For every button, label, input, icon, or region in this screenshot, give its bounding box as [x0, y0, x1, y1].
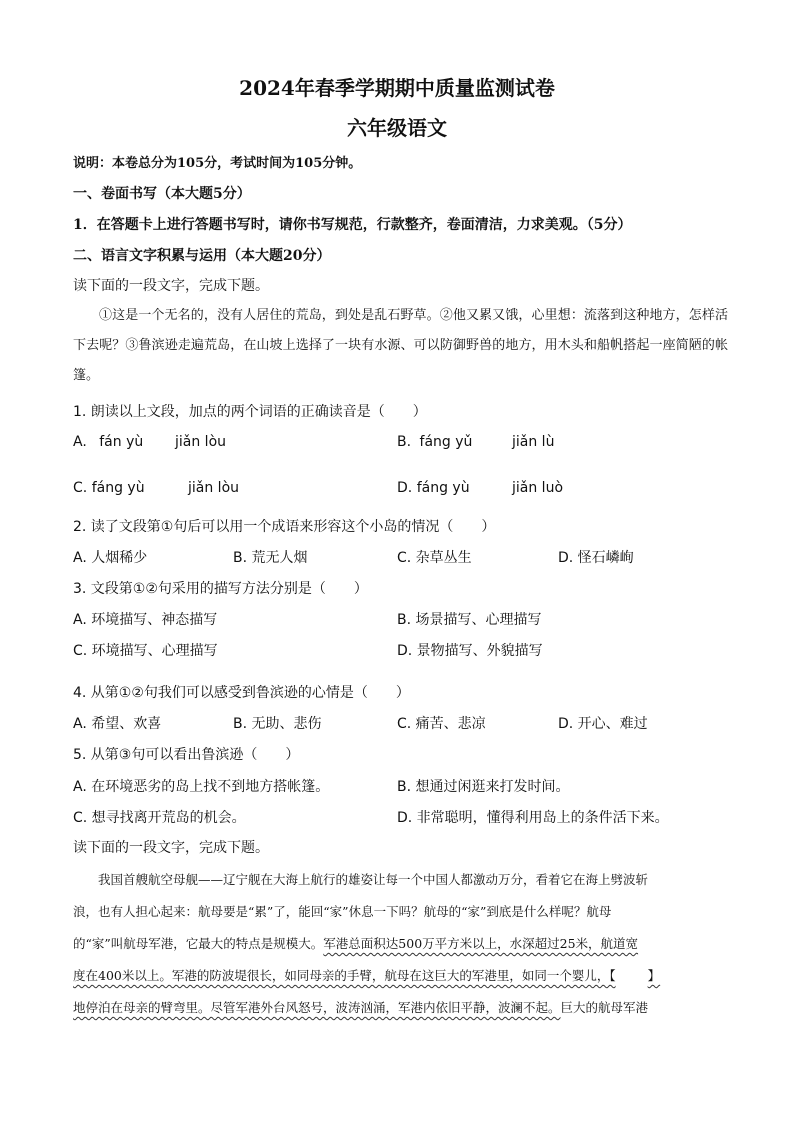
wavy-underlined-text: 地停泊在母亲的臂弯里。尽管军港外台风怒号，波涛汹涌，军港内依旧平静，波澜不起。 — [73, 1000, 561, 1015]
q1-stem: 1. 朗读以上文段，加点的两个词语的正确读音是（ ） — [73, 404, 427, 420]
option-label: D. — [397, 480, 413, 496]
q4-option-c[interactable]: C. 痛苦、悲凉 — [397, 716, 486, 732]
exam-title: 2024年春季学期期中质量监测试卷 — [239, 76, 555, 100]
passage-2-line-3-text: 的“家”叫航母军港，它最大的特点是规模大。 — [73, 936, 324, 951]
q1-option-d[interactable] — [397, 480, 564, 496]
q3-option-a[interactable]: A. 环境描写、神态描写 — [73, 612, 218, 628]
exam-note: 说明：本卷总分为105分，考试时间为105分钟。 — [73, 156, 362, 171]
section1-heading: 一、卷面书写（本大题5分） — [73, 186, 251, 202]
pinyin-2: jiǎn lù — [512, 434, 555, 450]
wavy-underlined-bracket: 】 — [647, 968, 661, 983]
q3-stem: 3. 文段第①②句采用的描写方法分别是（ ） — [73, 581, 368, 597]
passage-2-line-5 — [73, 992, 728, 1024]
q4-option-d[interactable]: D. 开心、难过 — [558, 716, 648, 732]
wavy-underlined-text: 军港总面积达500万平方米以上，水深超过25米，航道宽 — [323, 936, 639, 951]
q5-option-b[interactable]: B. 想通过闲逛来打发时间。 — [397, 779, 570, 795]
passage-2-line-1: 我国首艘航空母舰——辽宁舰在大海上航行的雄姿让每一个中国人都激动万分，看着它在海上劈波斩 — [98, 872, 649, 887]
pinyin-1: fáng yǔ — [419, 434, 473, 450]
q2-option-c[interactable]: C. 杂草丛生 — [397, 550, 472, 566]
passage-2-line-5-text: 巨大的航母军港 — [560, 1000, 649, 1015]
pinyin-2: jiǎn lòu — [175, 434, 227, 450]
q3-option-d[interactable]: D. 景物描写、外貌描写 — [397, 643, 543, 659]
option-label: C. — [73, 480, 88, 496]
section2-heading: 二、语言文字积累与运用（本大题20分） — [73, 248, 331, 264]
section1-item: 1．在答题卡上进行答题书写时，请你书写规范，行款整齐，卷面清洁，力求美观。（5分） — [73, 217, 632, 233]
q1-option-b[interactable] — [397, 434, 555, 450]
q2-option-b[interactable]: B. 荒无人烟 — [233, 550, 308, 566]
q5-stem: 5. 从第③句可以看出鲁滨逊（ ） — [73, 747, 300, 763]
q1-option-a[interactable] — [73, 434, 227, 450]
pinyin-1: fáng yù — [91, 480, 145, 496]
instruction-2: 读下面的一段文字，完成下题。 — [73, 840, 269, 856]
pinyin-2: jiǎn luò — [512, 480, 564, 496]
q4-option-a[interactable]: A. 希望、欢喜 — [73, 716, 162, 732]
q2-stem: 2. 读了文段第①句后可以用一个成语来形容这个小岛的情况（ ） — [73, 519, 496, 535]
q4-option-b[interactable]: B. 无助、悲伤 — [233, 716, 322, 732]
instruction-1: 读下面的一段文字，完成下题。 — [73, 278, 269, 294]
passage-2 — [73, 864, 728, 1024]
q5-option-d[interactable]: D. 非常聪明，懂得利用岛上的条件活下来。 — [397, 810, 669, 826]
q3-option-b[interactable]: B. 场景描写、心理描写 — [397, 612, 542, 628]
q3-option-c[interactable]: C. 环境描写、心理描写 — [73, 643, 218, 659]
q2-option-d[interactable]: D. 怪石嶙峋 — [558, 550, 634, 566]
option-label: A. — [73, 434, 87, 450]
pinyin-1: fán yù — [99, 434, 144, 450]
q1-option-c[interactable] — [73, 480, 240, 496]
pinyin-1: fáng yù — [416, 480, 470, 496]
passage-2-line-3 — [73, 928, 728, 960]
passage-2-line-2: 浪，也有人担心起来：航母要是“累”了，能回“家”休息一下吗？航母的“家”到底是什么样呢？航母 — [73, 904, 612, 919]
passage-2-line-4 — [73, 960, 728, 992]
q5-option-c[interactable]: C. 想寻找离开荒岛的机会。 — [73, 810, 246, 826]
wavy-underlined-text: 度在400米以上。军港的防波堤很长，如同母亲的手臂，航母在这巨大的军港里，如同一个婴儿，【 — [73, 968, 616, 983]
option-label: B. — [397, 434, 412, 450]
exam-subtitle: 六年级语文 — [347, 116, 447, 140]
passage-1: ①这是一个无名的，没有人居住的荒岛，到处是乱石野草。②他又累又饿，心里想：流落到这种地方，怎样活下去呢？③鲁滨逊走遍荒岛，在山坡上选择了一块有水源、可以防御野兽的地方，用木头和船帆搭起一座简陋的帐篷。 — [73, 308, 728, 383]
q5-option-a[interactable]: A. 在环境恶劣的岛上找不到地方搭帐篷。 — [73, 779, 330, 795]
pinyin-2: jiǎn lòu — [188, 480, 240, 496]
q4-stem: 4. 从第①②句我们可以感受到鲁滨逊的心情是（ ） — [73, 685, 410, 701]
q2-option-a[interactable]: A. 人烟稀少 — [73, 550, 148, 566]
